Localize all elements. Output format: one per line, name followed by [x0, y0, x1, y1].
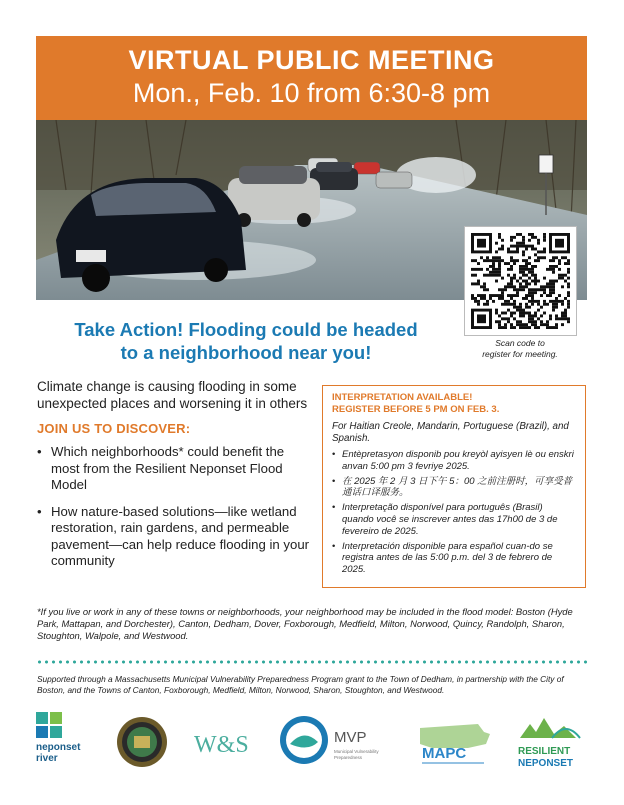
interpretation-intro: For Haitian Creole, Mandarin, Portuguese (Brazil), and Spanish. — [332, 421, 569, 444]
list-item: • How nature-based solutions—like wetland restoration, rain gardens, and permeable pavement—can help reduce flooding in your community — [37, 504, 312, 570]
neponset-river-logo — [34, 708, 96, 779]
interpretation-box — [322, 385, 586, 588]
resilient-neponset-logo — [514, 712, 586, 779]
join-heading: JOIN US TO DISCOVER: — [37, 421, 191, 436]
support-statement: Supported through a Massachusetts Municipal Vulnerability Preparedness Program grant to the Town of Dedham, in partnership with the City of Boston, and the Towns of Canton, Foxborough, Medfield, Milton, Norwood, Sharon, Stoughton, and Westwood. — [37, 674, 564, 695]
list-item: • Which neighborhoods* could benefit the most from the Resilient Neponset Flood Model — [37, 444, 312, 494]
mapc-logo-text: MAPC — [422, 745, 467, 762]
footnote: *If you live or work in any of these towns or neighborhoods, your neighborhood may be included in the flood model: Boston (Hyde Park, Mattapan, and Dorchester), Canton, Dedham, Dover, Foxborough, Medfield, Milton, Norwood, Quincy, Randolph, Sharon, Stoughton, Walpole, and Westwood. — [37, 606, 573, 641]
mvp-logo — [278, 714, 398, 775]
meeting-banner — [36, 36, 587, 120]
left-column — [37, 378, 312, 580]
list-item: • Interpretación disponible para español cuan-do se registra antes de las 5:00 p.m. del 3 de febrero de 2025. — [332, 541, 576, 576]
resilient-logo-word2: NEPONSET — [518, 758, 574, 769]
ws-logo — [192, 722, 254, 767]
list-item: • Entèpretasyon disponib pou kreyòl ayisyen lè ou enskri anvan 5:00 pm 3 fevriye 2025. — [332, 449, 576, 473]
partner-logos — [30, 708, 590, 778]
town-seal-logo — [116, 716, 168, 773]
mapc-logo — [418, 718, 492, 775]
take-action-headline: Take Action! Flooding could be headed to a neighborhood near you! — [74, 319, 418, 363]
mvp-logo-sub2: Preparedness — [334, 755, 363, 760]
ws-logo-text: W&S — [194, 732, 249, 758]
dotted-divider — [36, 659, 587, 665]
mvp-logo-text: MVP — [334, 729, 367, 746]
qr-caption: Scan code to register for meeting. — [482, 338, 558, 359]
intro-text: Climate change is causing flooding in some unexpected places and worsening it in others — [37, 379, 308, 411]
neponset-logo-word1: neponset — [36, 742, 81, 753]
banner-datetime: Mon., Feb. 10 from 6:30-8 pm — [132, 78, 491, 108]
mvp-logo-sub1: Municipal Vulnerability — [334, 749, 379, 754]
discover-list — [37, 444, 312, 570]
list-item: • Interpretação disponível para português (Brasil) quando você se inscrever antes das 17h00 de 3 de fevereiro de 2025. — [332, 502, 576, 537]
list-item: • 在 2025 年 2 月 3 日下午 5：00 之前注册时，可享受普通话口译服务。 — [332, 476, 576, 500]
resilient-logo-word1: RESILIENT — [518, 746, 571, 757]
neponset-logo-word2: river — [36, 753, 58, 764]
banner-title: VIRTUAL PUBLIC MEETING — [128, 45, 495, 75]
registration-qr-code[interactable] — [464, 226, 577, 336]
interpretation-heading: INTERPRETATION AVAILABLE! REGISTER BEFORE 5 PM ON FEB. 3. — [332, 392, 500, 415]
interpretation-list — [332, 449, 576, 576]
